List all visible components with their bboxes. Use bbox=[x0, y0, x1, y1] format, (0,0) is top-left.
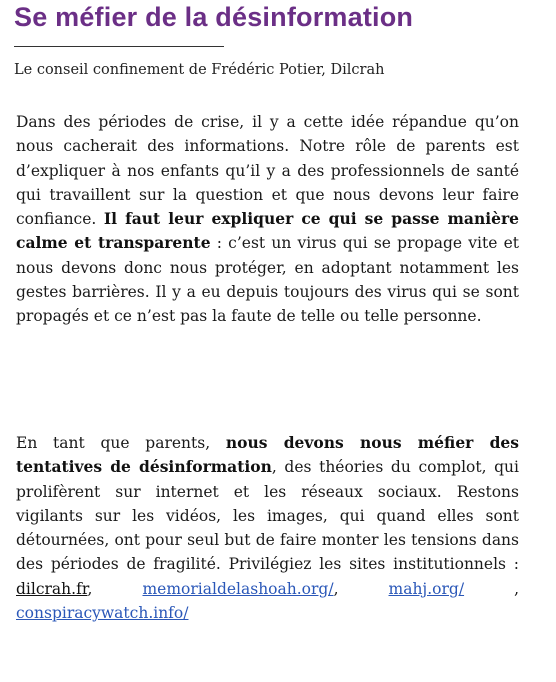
paragraph-1-text-a: Dans des périodes de crise, il y a cette idée répandue qu’on nous cacherait des informations. Notre rôle de parents est d’expliquer à nos enfants qu’il y a des professionnels de santé qui travaillent sur la question et que nous devons leur faire confiance. bbox=[16, 113, 519, 229]
paragraph-2 bbox=[16, 431, 519, 625]
link-dilcrah[interactable]: dilcrah.fr bbox=[16, 579, 88, 598]
link-memorial-shoah[interactable]: memorialdelashoah.org/ bbox=[142, 579, 334, 598]
link-separator: , bbox=[87, 579, 143, 598]
paragraph-1 bbox=[16, 110, 519, 329]
link-separator: , bbox=[333, 579, 389, 598]
link-separator: , bbox=[464, 579, 520, 598]
paragraph-1-emphasis: Il faut leur expliquer ce qui se passe manière calme et transparente bbox=[16, 209, 520, 253]
article-subtitle: Le conseil confinement de Frédéric Potier, Dilcrah bbox=[14, 62, 385, 78]
link-mahj[interactable]: mahj.org/ bbox=[388, 579, 465, 598]
article-title: Se méfier de la désinformation bbox=[14, 2, 414, 32]
paragraph-2-text-a: En tant que parents, bbox=[16, 434, 226, 452]
paragraph-2-text-b: , des théories du complot, qui prolifèrent sur internet et les réseaux sociaux. Restons vigilants sur les vidéos, les images, qui quand elles sont détournées, ont pour seul but de faire monter les tensions dans des périodes de fragilité. Privilégiez les sites institutionnels : bbox=[16, 458, 520, 574]
paragraph-2-emphasis: nous devons nous méfier des tentatives de désinformation bbox=[16, 433, 519, 477]
paragraph-1-text-b: : c’est un virus qui se propage vite et nous devons donc nous protéger, en adoptant notamment les gestes barrières. Il y a eu depuis toujours des virus qui se sont propagés et ce n’est pas la faute de telle ou telle personne. bbox=[16, 234, 519, 326]
link-conspiracywatch[interactable]: conspiracywatch.info/ bbox=[16, 604, 189, 623]
title-underline bbox=[14, 46, 224, 47]
